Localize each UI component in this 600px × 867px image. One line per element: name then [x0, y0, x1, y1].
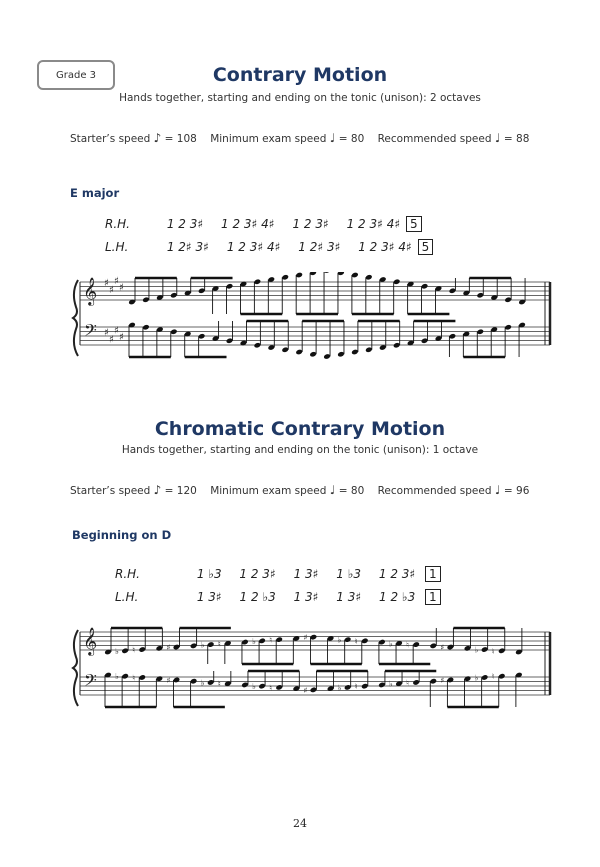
accidental: ♮ [491, 672, 495, 682]
accidental: ♮ [491, 646, 495, 656]
scale-name: Beginning on D [72, 528, 172, 542]
accidental: ♮ [269, 683, 273, 693]
fingering-group: 1 2♯ 3♯ [166, 240, 209, 254]
key-signature-sharp: ♯ [104, 278, 109, 289]
speed-line [70, 483, 539, 497]
accidental: ♭ [337, 683, 342, 693]
fingering-group: 1 2 3♯ 4♯ [221, 217, 275, 231]
fingering-group: 1 2 3♯ [166, 217, 204, 231]
accidental: ♮ [217, 639, 221, 649]
fingering-group: 1 2 3♯ 4♯ [346, 217, 401, 231]
accidental: ♭ [252, 636, 256, 646]
rh-label: R.H. [115, 567, 140, 581]
lh-label: L.H. [105, 240, 129, 254]
fingering-group: 1 2♯ 3♯ [298, 240, 341, 254]
accidental: ♭ [200, 640, 205, 650]
fingering-group: 1 3♯ [293, 567, 319, 581]
fingering-group: 1 2 ♭3 [379, 590, 416, 604]
fingering-group: 1 2 ♭3 [239, 590, 276, 604]
end-finger-box: 1 [425, 566, 441, 582]
key-signature-sharp: ♯ [104, 327, 109, 339]
lh-fingering [105, 239, 433, 255]
key-signature-sharp: ♯ [109, 334, 114, 346]
fingering-group: 1 2 3♯ 4♯ [358, 240, 412, 254]
key-signature-sharp: ♯ [119, 282, 124, 294]
accidental: ♮ [354, 636, 358, 646]
accidental: ♮ [132, 645, 136, 655]
accidental: ♮ [406, 678, 410, 688]
accidental: ♭ [200, 678, 205, 688]
fingering-group: 1 2 3♯ [239, 567, 276, 581]
accidental: ♮ [406, 640, 410, 650]
starter-speed: Starter’s speed ♪ = 108 [70, 131, 197, 145]
fingering-group: 1 2 3♯ 4♯ [226, 240, 281, 254]
accidental: ♯ [303, 685, 308, 695]
rh-fingering [115, 566, 441, 582]
rh-label: R.H. [105, 217, 130, 231]
accidental: ♭ [115, 672, 119, 682]
brace [73, 280, 78, 356]
accidental: ♭ [474, 673, 479, 683]
bass-clef-icon: 𝄢 [84, 670, 97, 694]
accidental: ♭ [337, 635, 342, 645]
accidental: ♯ [440, 643, 445, 653]
accidental: ♯ [166, 643, 171, 653]
accidental: ♯ [166, 675, 171, 685]
accidental: ♯ [303, 633, 308, 643]
chromatic-grand-staff [70, 622, 555, 714]
accidental: ♮ [217, 679, 221, 689]
section-subtitle: Hands together, starting and ending on the tonic (unison): 1 octave [121, 444, 479, 456]
rh-fingering [105, 216, 422, 232]
page-number: 24 [293, 817, 307, 830]
minimum-speed: Minimum exam speed ♩ = 80 [210, 131, 365, 145]
key-signature-sharp: ♯ [114, 275, 119, 287]
section-title-contrary-motion: Contrary Motion [212, 64, 388, 86]
accidental: ♯ [440, 675, 445, 685]
fingering-group: 1 3♯ [293, 590, 319, 604]
accidental: ♭ [252, 682, 256, 692]
minimum-speed: Minimum exam speed ♩ = 80 [210, 483, 365, 497]
lh-fingering [115, 589, 441, 605]
fingering-group: 1 ♭3 [336, 567, 362, 581]
fingering-group: 1 3♯ [336, 590, 362, 604]
end-finger-box: 1 [425, 589, 441, 605]
end-finger-box: 5 [406, 216, 422, 232]
fingering-group: 1 ♭3 [196, 567, 222, 581]
accidental: ♭ [474, 645, 479, 655]
grade-badge: Grade 3 [37, 60, 115, 90]
accidental: ♮ [132, 673, 136, 683]
speed-line [70, 131, 539, 145]
accidental: ♭ [115, 646, 119, 656]
recommended-speed: Recommended speed ♩ = 96 [377, 483, 530, 497]
accidental: ♮ [354, 682, 358, 692]
section-subtitle: Hands together, starting and ending on the tonic (unison): 2 octaves [119, 92, 481, 104]
key-signature-sharp: ♯ [114, 325, 119, 337]
starter-speed: Starter’s speed ♪ = 120 [70, 483, 197, 497]
recommended-speed: Recommended speed ♩ = 88 [377, 131, 530, 145]
fingering-group: 1 2 3♯ [292, 217, 329, 231]
fingering-group: 1 3♯ [196, 590, 222, 604]
end-finger-box: 5 [418, 239, 434, 255]
accidental: ♮ [269, 635, 273, 645]
bass-clef-icon: 𝄢 [84, 320, 97, 344]
accidental: ♭ [389, 679, 393, 689]
treble-clef-icon: 𝄞 [83, 627, 98, 655]
section-title-chromatic-contrary-motion: Chromatic Contrary Motion [154, 418, 446, 440]
e-major-grand-staff [70, 272, 555, 364]
fingering-group: 1 2 3♯ [378, 567, 416, 581]
scale-name: E major [70, 186, 120, 200]
accidental: ♭ [389, 639, 393, 649]
key-signature-sharp: ♯ [119, 332, 124, 343]
brace [73, 630, 78, 706]
key-signature-sharp: ♯ [109, 284, 114, 296]
treble-clef-icon: 𝄞 [83, 277, 98, 305]
lh-label: L.H. [115, 590, 139, 604]
